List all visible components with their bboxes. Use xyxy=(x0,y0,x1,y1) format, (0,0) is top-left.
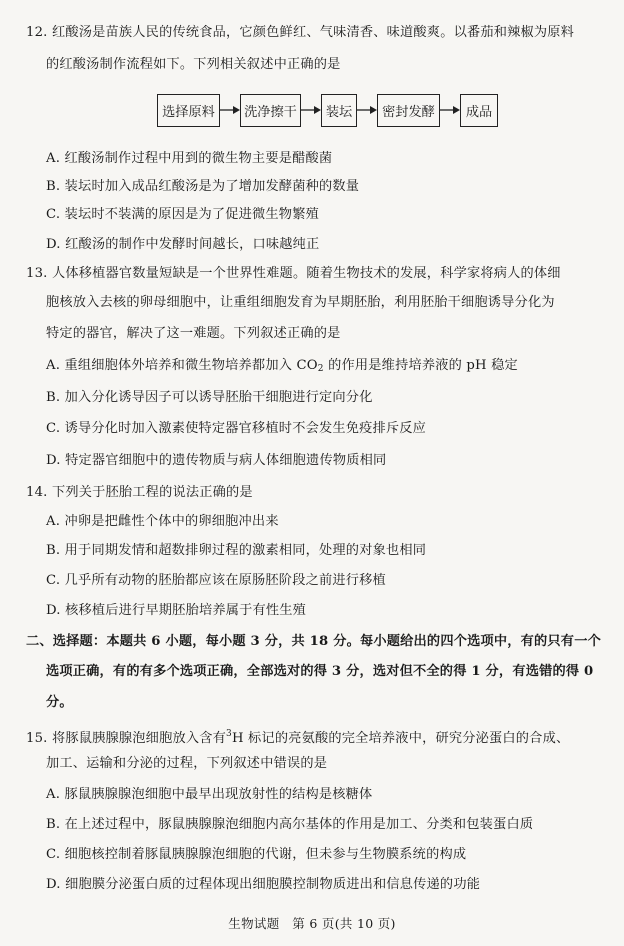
flow-step-jar: 装坛 xyxy=(321,94,357,127)
q12-option-d: D. 红酸汤的制作中发酵时间越长，口味越纯正 xyxy=(46,237,320,252)
q12-stem-line1: 12. 红酸汤是苗族人民的传统食品，它颜色鲜红、气味清香、味道酸爽。以番茄和辣椒为原料 xyxy=(26,25,575,40)
q13-stem-line2: 胞核放入去核的卵母细胞中，让重组细胞发育为早期胚胎，利用胚胎干细胞诱导分化为 xyxy=(46,295,555,310)
section2-heading-line3: 分。 xyxy=(46,695,73,710)
q12-stem-line2: 的红酸汤制作流程如下。下列相关叙述中正确的是 xyxy=(46,57,341,72)
q13-stem-line1: 13. 人体移植器官数量短缺是一个世界性难题。随着生物技术的发展，科学家将病人的体细 xyxy=(26,266,561,281)
flow-step-select-material: 选择原料 xyxy=(157,94,220,127)
section2-heading-line1: 二、选择题：本题共 6 小题，每小题 3 分，共 18 分。每小题给出的四个选项中，有的只有一个 xyxy=(26,634,601,649)
q13-option-b: B. 加入分化诱导因子可以诱导胚胎干细胞进行定向分化 xyxy=(46,390,373,405)
flow-step-wash-dry: 洗净擦干 xyxy=(240,94,301,127)
q15-option-d: D. 细胞膜分泌蛋白质的过程体现出细胞膜控制物质进出和信息传递的功能 xyxy=(46,877,481,892)
arrow-right-icon xyxy=(357,104,377,116)
q13-option-d: D. 特定器官细胞中的遗传物质与病人体细胞遗传物质相同 xyxy=(46,453,387,468)
q14-option-d: D. 核移植后进行早期胚胎培养属于有性生殖 xyxy=(46,603,307,618)
q15-stem-line2: 加工、运输和分泌的过程，下列叙述中错误的是 xyxy=(46,756,328,771)
arrow-right-icon xyxy=(440,104,460,116)
flow-chart xyxy=(157,92,498,128)
q12-option-a: A. 红酸汤制作过程中用到的微生物主要是醋酸菌 xyxy=(46,151,333,166)
q14-option-c: C. 几乎所有动物的胚胎都应该在原肠胚阶段之前进行移植 xyxy=(46,573,386,588)
arrow-right-icon xyxy=(220,104,240,116)
page-footer: 生物试题 第 6 页(共 10 页) xyxy=(228,916,396,931)
q14-option-a: A. 冲卵是把雌性个体中的卵细胞冲出来 xyxy=(46,514,279,529)
q15-option-c: C. 细胞核控制着豚鼠胰腺腺泡细胞的代谢，但未参与生物膜系统的构成 xyxy=(46,847,467,862)
q15-option-b: B. 在上述过程中，豚鼠胰腺腺泡细胞内高尔基体的作用是加工、分类和包装蛋白质 xyxy=(46,817,534,832)
q14-stem: 14. 下列关于胚胎工程的说法正确的是 xyxy=(26,485,253,500)
q15-stem-line1: 15. 将豚鼠胰腺腺泡细胞放入含有$^3$H 标记的亮氨酸的完全培养液中，研究分泌蛋白的合成、 xyxy=(26,729,570,746)
arrow-right-icon xyxy=(301,104,321,116)
q13-option-c: C. 诱导分化时加入激素使特定器官移植时不会发生免疫排斥反应 xyxy=(46,421,427,436)
section2-heading-line2: 选项正确，有的有多个选项正确，全部选对的得 3 分，选对但不全的得 1 分，有选错的得 0 xyxy=(46,664,594,679)
q15-option-a: A. 豚鼠胰腺腺泡细胞中最早出现放射性的结构是核糖体 xyxy=(46,787,373,802)
q13-option-a: A. 重组细胞体外培养和微生物培养都加入 $CO_2$ 的作用是维持培养液的 pH 稳定 xyxy=(46,358,518,374)
q13-stem-line3: 特定的器官，解决了这一难题。下列叙述正确的是 xyxy=(46,326,341,341)
q12-option-b: B. 装坛时加入成品红酸汤是为了增加发酵菌种的数量 xyxy=(46,179,360,194)
q14-option-b: B. 用于同期发情和超数排卵过程的激素相同，处理的对象也相同 xyxy=(46,543,427,558)
flow-step-seal-ferment: 密封发酵 xyxy=(377,94,440,127)
flow-step-product: 成品 xyxy=(460,94,498,127)
q12-option-c: C. 装坛时不装满的原因是为了促进微生物繁殖 xyxy=(46,207,319,222)
